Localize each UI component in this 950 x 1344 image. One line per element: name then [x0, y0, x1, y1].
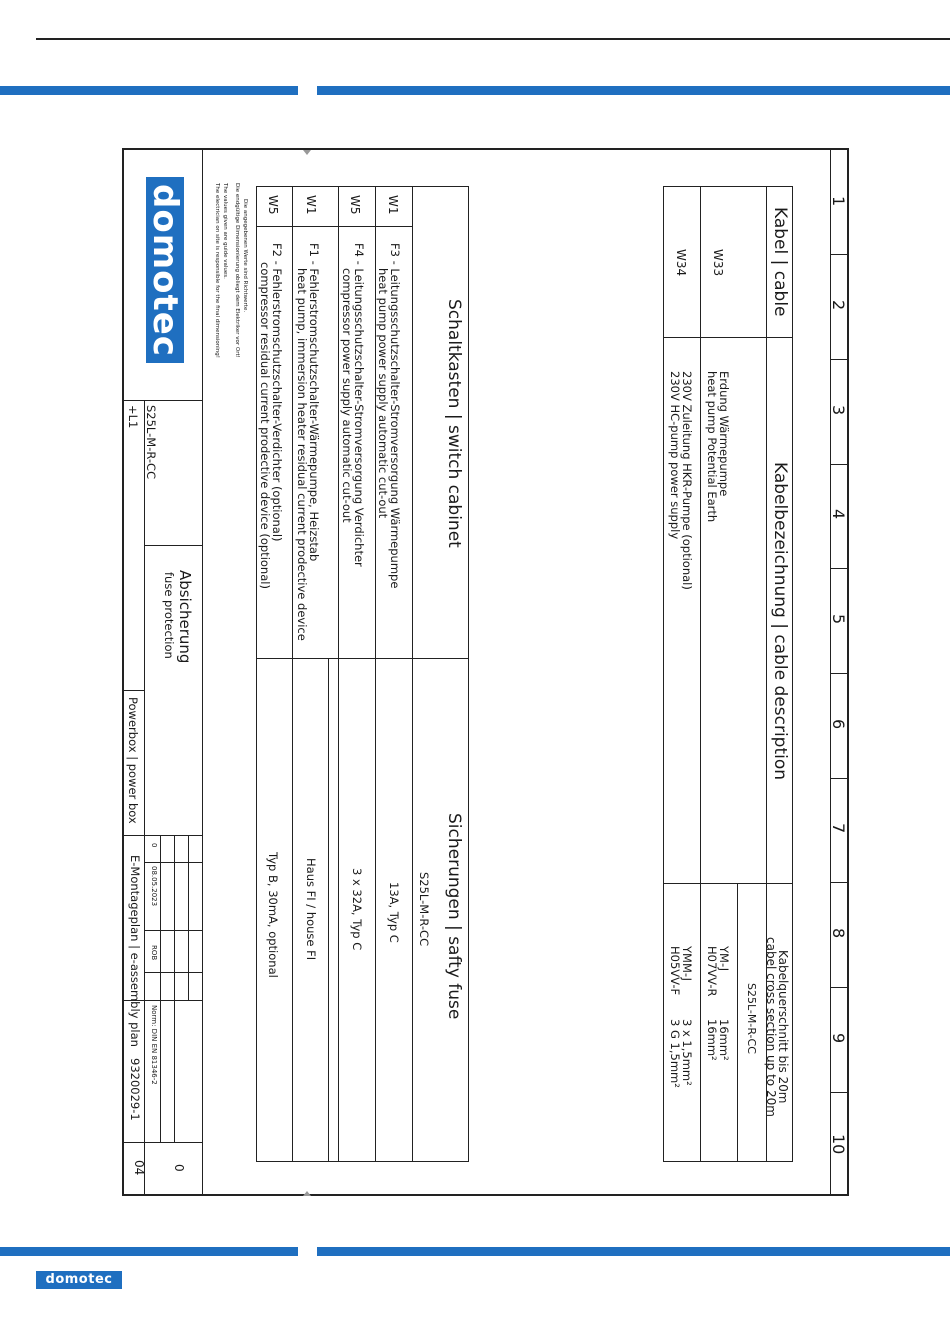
cable-size: 3 G 1,5mm² [668, 1019, 682, 1088]
safety-fuse-header: Sicherungen | safty fuse [444, 813, 464, 1020]
fuse-cable-id: W1 [386, 195, 400, 215]
grid-tick [830, 359, 848, 360]
cable-type: H07VV-R [705, 946, 719, 997]
cable-id: W33 [711, 249, 725, 277]
cable-desc-en: heat pump Potential Earth [705, 371, 719, 523]
title-model: S25L-M-R-CC [144, 405, 158, 480]
note-line: Die angegebenen Werte sind Richtwerte. [242, 199, 248, 313]
fuse-line: compressor residual current prodective device (optional) [258, 262, 272, 589]
fuse-model: S25L-M-R-CC [417, 872, 431, 947]
author-cell: ROB [150, 945, 158, 961]
title-subtitle: Powerbox | power box [126, 697, 140, 824]
note-line: Die endgültige Dimensionierung obliegt dem Elektriker vor Ort! [234, 183, 240, 358]
grid-number: 4 [829, 509, 848, 520]
fuse-line: F4 - Leitungsschutzschalter-Stromversorgung Verdichter [352, 243, 366, 567]
grid-tick [830, 568, 848, 569]
grid-tick [830, 1092, 848, 1093]
grid-tick [830, 673, 848, 674]
cable-size: 16mm² [717, 1019, 731, 1061]
grid-number: 1 [829, 196, 848, 207]
switch-cabinet-header: Schaltkasten | switch cabinet [444, 299, 464, 548]
grid-tick [830, 464, 848, 465]
cable-type: H05VV-F [668, 946, 682, 996]
cross-section-header-en: cabel cross section up to 20m [764, 937, 778, 1117]
grid-number: 9 [829, 1033, 848, 1044]
title-de: Absicherung [176, 570, 194, 664]
note-line: The values given are guide values. [222, 183, 228, 279]
grid-number: 8 [829, 928, 848, 939]
fuse-value: Typ B, 30mA, optional [266, 852, 280, 978]
sheet-number: 04 [132, 1160, 146, 1176]
grid-number: 5 [829, 614, 848, 625]
grid-tick [830, 987, 848, 988]
fuse-cable-id: W1 [304, 195, 318, 215]
header-rule [36, 38, 950, 40]
cable-size: 16mm² [705, 1019, 719, 1061]
grid-number: 7 [829, 823, 848, 834]
grid-number: 10 [829, 1134, 848, 1155]
domotec-logo: domotec [146, 177, 184, 363]
cable-desc-de: 230V Zuleitung HKR-Pumpe (optional) [680, 371, 694, 590]
footer-bar-left [0, 1247, 298, 1256]
grid-tick [830, 778, 848, 779]
fuse-value: 3 x 32A, Typ C [350, 868, 364, 951]
grid-number: 2 [829, 300, 848, 311]
cable-model: S25L-M-R-CC [745, 983, 758, 1054]
cable-desc-de: Erdung Wärmepumpe [717, 371, 731, 497]
fuse-line: F3 - Leitungsschutzschalter-Stromversorgung Wärmepumpe [388, 243, 402, 589]
grid-tick [830, 254, 848, 255]
fuse-line: F2 - Fehlerstromschutzschalter-Verdichter (optional) [270, 243, 284, 542]
cable-description-header: Kabelbezeichnung | cable description [770, 462, 790, 781]
title-en: fuse protection [162, 572, 176, 659]
title-location: +L1 [126, 405, 140, 429]
fuse-line: F1 - Fehlerstromschutzschalter-Wärmepumpe, Heizstab [307, 243, 321, 562]
cross-section-header-de: Kabelquerschnitt bis 20m [776, 950, 790, 1104]
fuse-line: heat pump, immersion heater residual current prodective device [295, 268, 309, 641]
norm-cell: Norm: DIN EN 81346-2 [150, 1005, 158, 1085]
fuse-line: heat pump power supply automatic cut-out [376, 268, 390, 519]
cable-id: W34 [674, 249, 688, 277]
fuse-value: Haus FI / house FI [304, 858, 318, 961]
fuse-cable-id: W5 [348, 195, 362, 215]
cable-type: YM-J [717, 946, 731, 972]
header-bar-right [317, 86, 950, 95]
rev-cell: 0 [150, 843, 158, 848]
footer-logo: domotec [36, 1271, 122, 1289]
date-cell: 08.05.2023 [150, 866, 158, 907]
footer-bar-right [317, 1247, 950, 1256]
fuse-cable-id: W5 [266, 195, 280, 215]
title-plan: E-Montageplan | e-assembly plan [128, 855, 142, 1047]
fuse-line: compressor power supply automatic cut-out [340, 268, 354, 523]
cable-header: Kabel | cable [770, 207, 790, 317]
cable-size: 3 x 1,5mm² [680, 1019, 694, 1086]
marker-triangle [303, 1191, 311, 1196]
marker-triangle [303, 150, 311, 155]
cable-type: YMM-J [680, 946, 694, 982]
grid-number: 3 [829, 405, 848, 416]
revision-index: 0 [172, 1164, 186, 1172]
fuse-value: 13A, Typ C [387, 882, 401, 943]
grid-tick [830, 882, 848, 883]
header-bar-left [0, 86, 298, 95]
cable-desc-en: 230V HC-pump power supply [668, 371, 682, 540]
grid-number: 6 [829, 719, 848, 730]
note-line: The electrician on site is responsible for the final dimensioning! [214, 183, 220, 358]
title-doc-number: 9320029-1 [128, 1058, 142, 1121]
